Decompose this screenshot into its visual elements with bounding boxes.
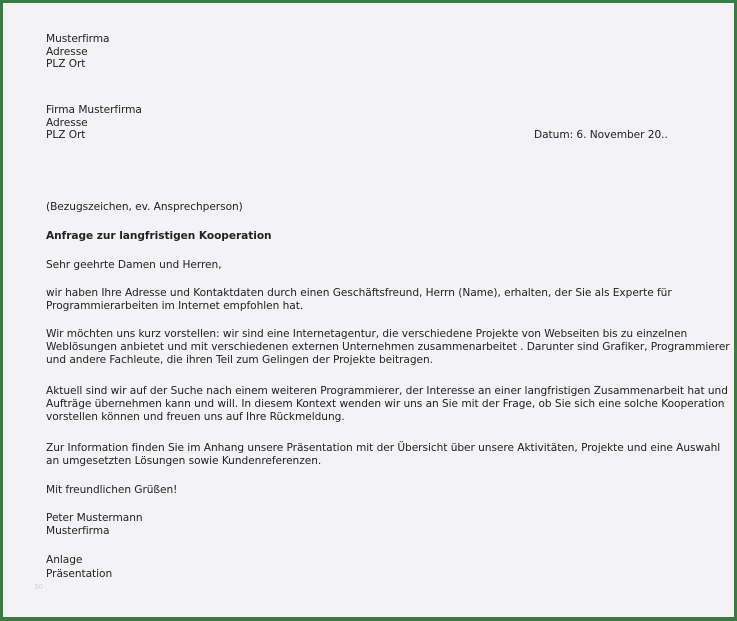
attachment-label: Anlage: [46, 554, 83, 566]
paragraph-line: Programmierarbeiten im Internet empfohlen hat.: [46, 300, 304, 312]
letter-date: Datum: 6. November 20..: [534, 129, 668, 141]
paragraph-line: Weblösungen anbietet und mit verschiedenen externen Unternehmen zusammenarbeitet . Darunter sind Grafiker, Programmierer: [46, 341, 730, 353]
paragraph-line: vorstellen können und freuen uns auf Ihre Rückmeldung.: [46, 411, 345, 423]
paragraph-line: Aktuell sind wir auf der Suche nach einem weiteren Programmierer, der Interesse an einer langfristigen Zusammenarbeit hat und: [46, 385, 728, 397]
sender-address: Adresse: [46, 45, 88, 58]
signature-name: Peter Mustermann: [46, 512, 143, 524]
paragraph-line: wir haben Ihre Adresse und Kontaktdaten durch einen Geschäftsfreund, Herrn (Name), erhalten, der Sie als Experte für: [46, 287, 672, 299]
closing: Mit freundlichen Grüßen!: [46, 484, 178, 496]
recipient-company: Firma Musterfirma: [46, 104, 142, 116]
paragraph-line: Aufträge übernehmen kann und will. In diesem Kontext wenden wir uns an Sie mit der Frage, ob Sie sich eine solche Kooperation: [46, 398, 725, 410]
salutation: Sehr geehrte Damen und Herren,: [46, 259, 222, 271]
signature-company: Musterfirma: [46, 525, 110, 537]
paragraph-line: Wir möchten uns kurz vorstellen: wir sind eine Internetagentur, die verschiedene Projekte von Webseiten bis zu einzelnen: [46, 328, 688, 340]
letter-subject: Anfrage zur langfristigen Kooperation: [46, 230, 272, 242]
sender-city: PLZ Ort: [46, 58, 86, 70]
attachment-item: Präsentation: [46, 568, 113, 580]
recipient-city: PLZ Ort: [46, 129, 86, 141]
reference-line: (Bezugszeichen, ev. Ansprechperson): [46, 201, 243, 213]
paragraph-line: an umgesetzten Lösungen sowie Kundenreferenzen.: [46, 455, 322, 467]
page-number: 30: [34, 583, 43, 591]
paragraph-line: Zur Information finden Sie im Anhang unsere Präsentation mit der Übersicht über unsere Aktivitäten, Projekte und eine Auswahl: [46, 442, 721, 454]
sender-company: Musterfirma: [46, 33, 110, 45]
paragraph-line: und andere Fachleute, die ihren Teil zum Gelingen der Projekte beitragen.: [46, 354, 433, 366]
recipient-address: Adresse: [46, 116, 88, 129]
